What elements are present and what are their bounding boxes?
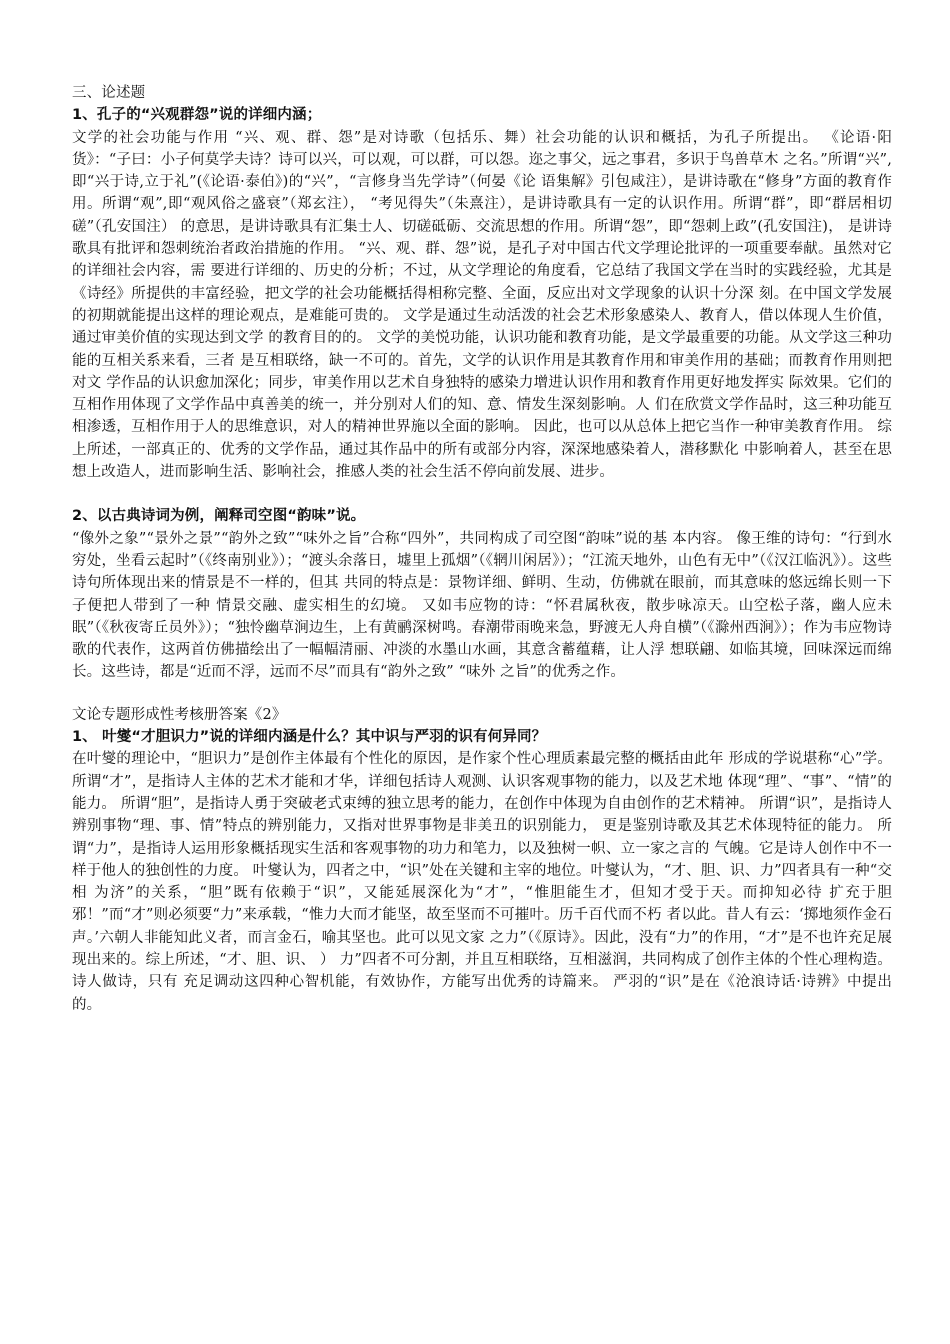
section-heading: 三、论述题 xyxy=(72,85,146,101)
spacer xyxy=(72,483,892,505)
answer-booklet-title: 文论专题形成性考核册答案《2》 xyxy=(72,706,287,723)
question-3-title: 1、 叶燮“才胆识力”说的详细内涵是什么？其中识与严羽的识有何异同？ xyxy=(72,729,547,746)
spacer xyxy=(72,684,892,704)
question-2-title: 2、以古典诗词为例，阐释司空图“韵味”说。 xyxy=(72,508,366,525)
question-3-body: 在叶燮的理论中，“胆识力”是创作主体最有个性化的原因，是作家个性心理质素最完整的概括由此年 形成的学说堪称“心”学。 所谓“才”，是指诗人主体的艺术才能和才华，详细包括诗人观测、认识客观事物的能力，以及艺术地 体现“理”、“事”、“情”的能力。 所谓“胆”，是指诗人勇于突破老式束缚的独立思考的能力，在创作中体现为自由创作的艺术精神。 所谓“识”，是指诗人辨别事物“理、事、情”特点的辨别能力，又指对世界事物是非美丑的识别能力， 更是鉴别诗歌及其艺术体现特征的能力。 所谓“力”，是指诗人运用形象概括现实生活和客观事物的功力和笔力，以及独树一帜、立一家之言的 气魄。它是诗人创作中不一样于他人的独创性的力度。 叶燮认为，四者之中，“识”处在关键和主宰的地位。叶燮认为，“才、胆、识、力”四者具有一种“交相 为济”的关系，“胆”既有依赖于“识”，又能延展深化为“才”，“惟胆能生才，但知才受于天。而抑知必待 扩充于胆邪！”而“才”则必须要“力”来承载，“惟力大而才能坚，故至坚而不可摧叶。历千百代而不朽 者以此。昔人有云：‘掷地须作金石声。’六朝人非能知此义者，而言金石，喻其坚也。此可以见文家 之力”（《原诗》。因此，没有“力”的作用，“才”是不也许充足展现出来的。综上所述，“才、胆、识、 ） 力”四者不可分割，并且互相联络，互相滋润，共同构成了创作主体的个性心理构造。诗人做诗，只有 充足调动这四种心智机能，有效协作，方能写出优秀的诗篇来。 严羽的“识”是在《沧浪诗话·诗辨》中提出的。 xyxy=(72,751,892,1013)
document-page xyxy=(72,82,892,1016)
question-2-body: “像外之象”“景外之景”“韵外之致”“味外之旨”合称“四外”，共同构成了司空图“韵味”说的基 本内容。 像王维的诗句：“行到水穷处，坐看云起时”（《终南别业》）；“渡头余落日，墟里上孤烟”（《辋川闲居》）；“江流天地外，山色有无中”（《汉江临汎》）。这些诗句所体现出来的情景是不一样的，但其 共同的特点是：景物详细、鲜明、生动，仿佛就在眼前，而其意味的悠远绵长则一下子便把人带到了一种 情景交融、虚实相生的幻境。 又如韦应物的诗：“怀君属秋夜，散步咏凉天。山空松子落，幽人应未眠”（《秋夜寄丘员外》）；“独怜幽草涧边生，上有黄鹂深树鸣。春潮带雨晚来急，野渡无人舟自横”（《滁州西涧》）；作为韦应物诗歌的代表作，这两首仿佛描绘出了一幅幅清丽、冲淡的水墨山水画，其意含蓄蕴藉，让人浮 想联翩、如临其境，回味深远而绵长。这些诗，都是“近而不浮，远而不尽”而具有“韵外之致” “味外 之旨”的优秀之作。 xyxy=(72,530,892,681)
question-1-title: 1、孔子的“兴观群怨”说的详细内涵； xyxy=(72,107,322,124)
question-1-body: 文学的社会功能与作用 “兴、观、群、怨”是对诗歌（包括乐、舞）社会功能的认识和概括，为孔子所提出。 《论语·阳货》：“子曰：小子何莫学夫诗？诗可以兴，可以观，可以群，可以怨。迩之事父，远之事君，多识于鸟兽草木 之名。”所谓“兴”,即“兴于诗,立于礼”(《论语·泰伯》)的“兴”，“言修身当先学诗”（何晏《论 语集解》引包咸注），是讲诗歌在“修身”方面的教育作用。所谓“观”,即“观风俗之盛衰”（郑玄注）， “考见得失”（朱熹注），是讲诗歌具有一定的认识作用。所谓“群”，即“群居相切磋”（孔安国注） 的意思，是讲诗歌具有汇集士人、切磋砥砺、交流思想的作用。所谓“怨”，即“怨刺上政”(孔安国注)， 是讲诗歌具有批评和怨刺统治者政治措施的作用。 “兴、观、群、怨”说，是孔子对中国古代文学理论批评的一项重要奉献。虽然对它的详细社会内容，需 要进行详细的、历史的分析；不过，从文学理论的角度看，它总结了我国文学在当时的实践经验，尤其是 《诗经》所提供的丰富经验，把文学的社会功能概括得相称完整、全面，反应出对文学现象的认识十分深 刻。在中国文学发展的初期就能提出这样的理论观点，是难能可贵的。 文学是通过生动活泼的社会艺术形象感染人、教育人，借以体现人生价值，通过审美价值的实现达到文学 的教育目的的。 文学的美悦功能，认识功能和教育功能，是文学最重要的功能。从文学这三种功能的互相关系来看，三者 是互相联络，缺一不可的。首先，文学的认识作用是其教育作用和审美作用的基础；而教育作用则把对文 学作品的认识愈加深化；同步，审美作用以艺术自身独特的感染力增进认识作用和教育作用更好地发挥实 际效果。它们的互相作用体现了文学作品中真善美的统一，并分别对人们的知、意、情发生深刻影响。人 们在欣赏文学作品时，这三种功能互相渗透，互相作用于人的思维意识，对人的精神世界施以全面的影响。 因此，也可以从总体上把它当作一种审美教育作用。 综上所述，一部真正的、优秀的文学作品，通过其作品中的所有或部分内容，深深地感染着人，潜移默化 中影响着人，甚至在思想上改造人，进而影响生活、影响社会，推感人类的社会生活不停向前发展、进步。 xyxy=(72,129,892,481)
